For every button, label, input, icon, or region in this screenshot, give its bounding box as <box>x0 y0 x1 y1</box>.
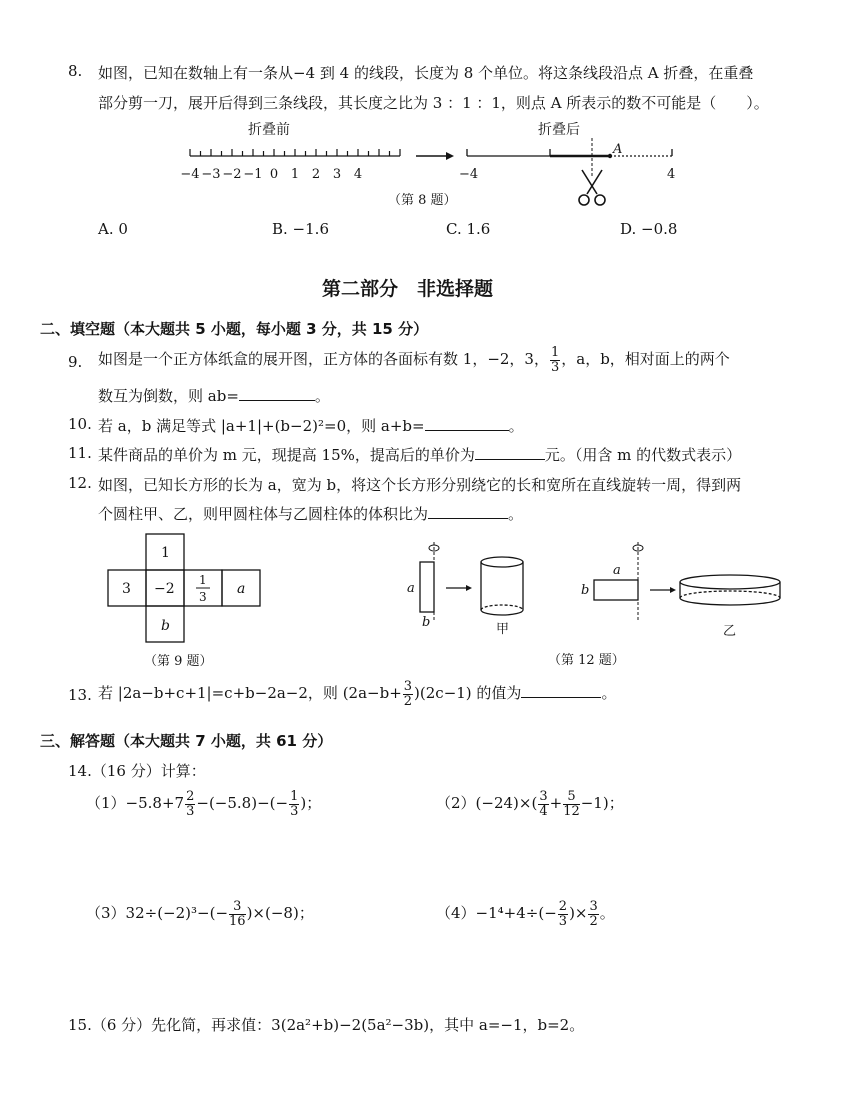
q14-part1: （1）−5.8+7 $\frac{2}{3}$ −(−5.8)−(− $\frac{1}{3}$ )； <box>86 789 322 819</box>
fig12-caption: （第 12 题） <box>548 653 625 668</box>
q13-answer-blank[interactable] <box>521 697 601 698</box>
q14-part3: （3）32÷(−2)³−(− $\frac{3}{16}$ )×(−8)； <box>86 899 314 929</box>
q13-number: 13. <box>68 686 92 704</box>
point-a-label: A <box>613 142 623 157</box>
tick-label: 3 <box>332 167 342 182</box>
q11-text: 某件商品的单价为 m 元，现提高 15%，提高后的单价为 元。（用含 m 的代数式表示） <box>98 446 742 464</box>
net-cell-frac-num: 1 <box>199 573 207 587</box>
q11-number: 11. <box>68 444 92 462</box>
q15-text: 15.（6 分）先化简，再求值：3(2a²+b)−2(5a²−3b)，其中 a=−1，b=2。 <box>68 1016 585 1034</box>
q8-option-b: B. −1.6 <box>272 220 329 238</box>
tick-label: −4 <box>180 167 200 182</box>
tick-label: −3 <box>201 167 221 182</box>
arrow-icon-2 <box>670 587 676 593</box>
q12-line2: 个圆柱甲、乙，则甲圆柱体与乙圆柱体的体积比为 。 <box>98 505 524 523</box>
q8-number: 8. <box>68 62 83 80</box>
fig-label-after: 折叠后 <box>538 122 580 138</box>
rotation-figure <box>400 538 800 674</box>
fig8-caption: （第 8 题） <box>388 193 457 208</box>
q11-answer-blank[interactable] <box>475 459 545 460</box>
tick-label: 1 <box>290 167 300 182</box>
q12-number: 12. <box>68 474 92 492</box>
q8-option-c: C. 1.6 <box>446 220 491 238</box>
q8-option-a: A. 0 <box>98 220 128 238</box>
tick-label: −1 <box>243 167 263 182</box>
after-label-left: −4 <box>459 167 479 182</box>
q8-line2: 部分剪一刀，展开后得到三条线段，其长度之比为 3 ：1 ：1，则点 A 所表示的数不可能是（ ）。 <box>98 94 769 112</box>
rect2-label-a: a <box>613 563 621 578</box>
q12-answer-blank[interactable] <box>428 518 508 519</box>
section3-heading: 三、解答题（本大题共 7 小题，共 61 分） <box>40 732 333 750</box>
rect1-label-a: a <box>407 581 415 596</box>
q14-heading: 14.（16 分）计算： <box>68 762 206 780</box>
q8-number-line-figure <box>170 118 700 220</box>
q14-part2: （2）(−24)×( $\frac{3}{4}$ + $\frac{5}{12}$ −1)； <box>436 789 624 819</box>
q9-number: 9. <box>68 353 83 371</box>
q10-text: 若 a，b 满足等式 |a+1|+(b−2)²=0，则 a+b= 。 <box>98 417 524 435</box>
cube-net-figure <box>104 532 274 672</box>
point-a-dot <box>608 154 612 158</box>
cylinder-jia <box>481 557 523 615</box>
arrow-icon <box>466 585 472 591</box>
right-arrow-icon <box>446 152 454 160</box>
rect2-label-b: b <box>581 583 590 598</box>
net-cell-mid: −2 <box>154 581 175 597</box>
cylinder-jia-label: 甲 <box>496 622 510 637</box>
tick-label: 2 <box>311 167 321 182</box>
q12-line1: 如图，已知长方形的长为 a，宽为 b，将这个长方形分别绕它的长和宽所在直线旋转一周，得到两 <box>98 476 742 494</box>
q10-number: 10. <box>68 415 92 433</box>
cylinder-yi-label: 乙 <box>723 624 737 639</box>
q9-answer-blank[interactable] <box>239 400 315 401</box>
q13-text: 若 |2a−b+c+1|=c+b−2a−2，则 (2a−b+ $\frac{3}{2}$ )(2c−1) 的值为 。 <box>98 679 617 709</box>
net-cell-bottom: b <box>161 618 170 634</box>
q10-answer-blank[interactable] <box>425 430 509 431</box>
q8-line1: 如图，已知在数轴上有一条从−4 到 4 的线段，长度为 8 个单位。将这条线段沿点 A 折叠，在重叠 <box>98 64 754 82</box>
net-cell-right: a <box>237 581 246 597</box>
q14-part4: （4）−1⁴+4÷(− $\frac{2}{3}$ )× $\frac{3}{2}$ 。 <box>436 899 615 929</box>
tick-marks-before <box>190 149 400 156</box>
q8-option-d: D. −0.8 <box>620 220 678 238</box>
after-label-right: 4 <box>667 167 676 182</box>
fig-label-before: 折叠前 <box>248 122 290 138</box>
fig9-caption: （第 9 题） <box>144 654 213 669</box>
rect1-label-b: b <box>422 615 431 630</box>
q9-line2: 数互为倒数，则 ab= 。 <box>98 387 330 405</box>
tick-label: 0 <box>269 167 279 182</box>
net-cell-top: 1 <box>161 545 170 561</box>
tick-label: −2 <box>222 167 242 182</box>
net-cell-frac-den: 3 <box>199 590 207 604</box>
cylinder-yi <box>680 575 780 605</box>
tick-label: 4 <box>353 167 363 182</box>
part2-title: 第二部分 非选择题 <box>322 278 494 300</box>
net-cell-left: 3 <box>122 581 131 597</box>
tick-labels-before <box>180 167 362 182</box>
section2-heading: 二、填空题（本大题共 5 小题，每小题 3 分，共 15 分） <box>40 320 429 338</box>
q9-line1: 如图是一个正方体纸盒的展开图，正方体的各面标有数 1，−2，3， $\frac{1}{3}$ ，a，b，相对面上的两个 <box>98 345 730 375</box>
